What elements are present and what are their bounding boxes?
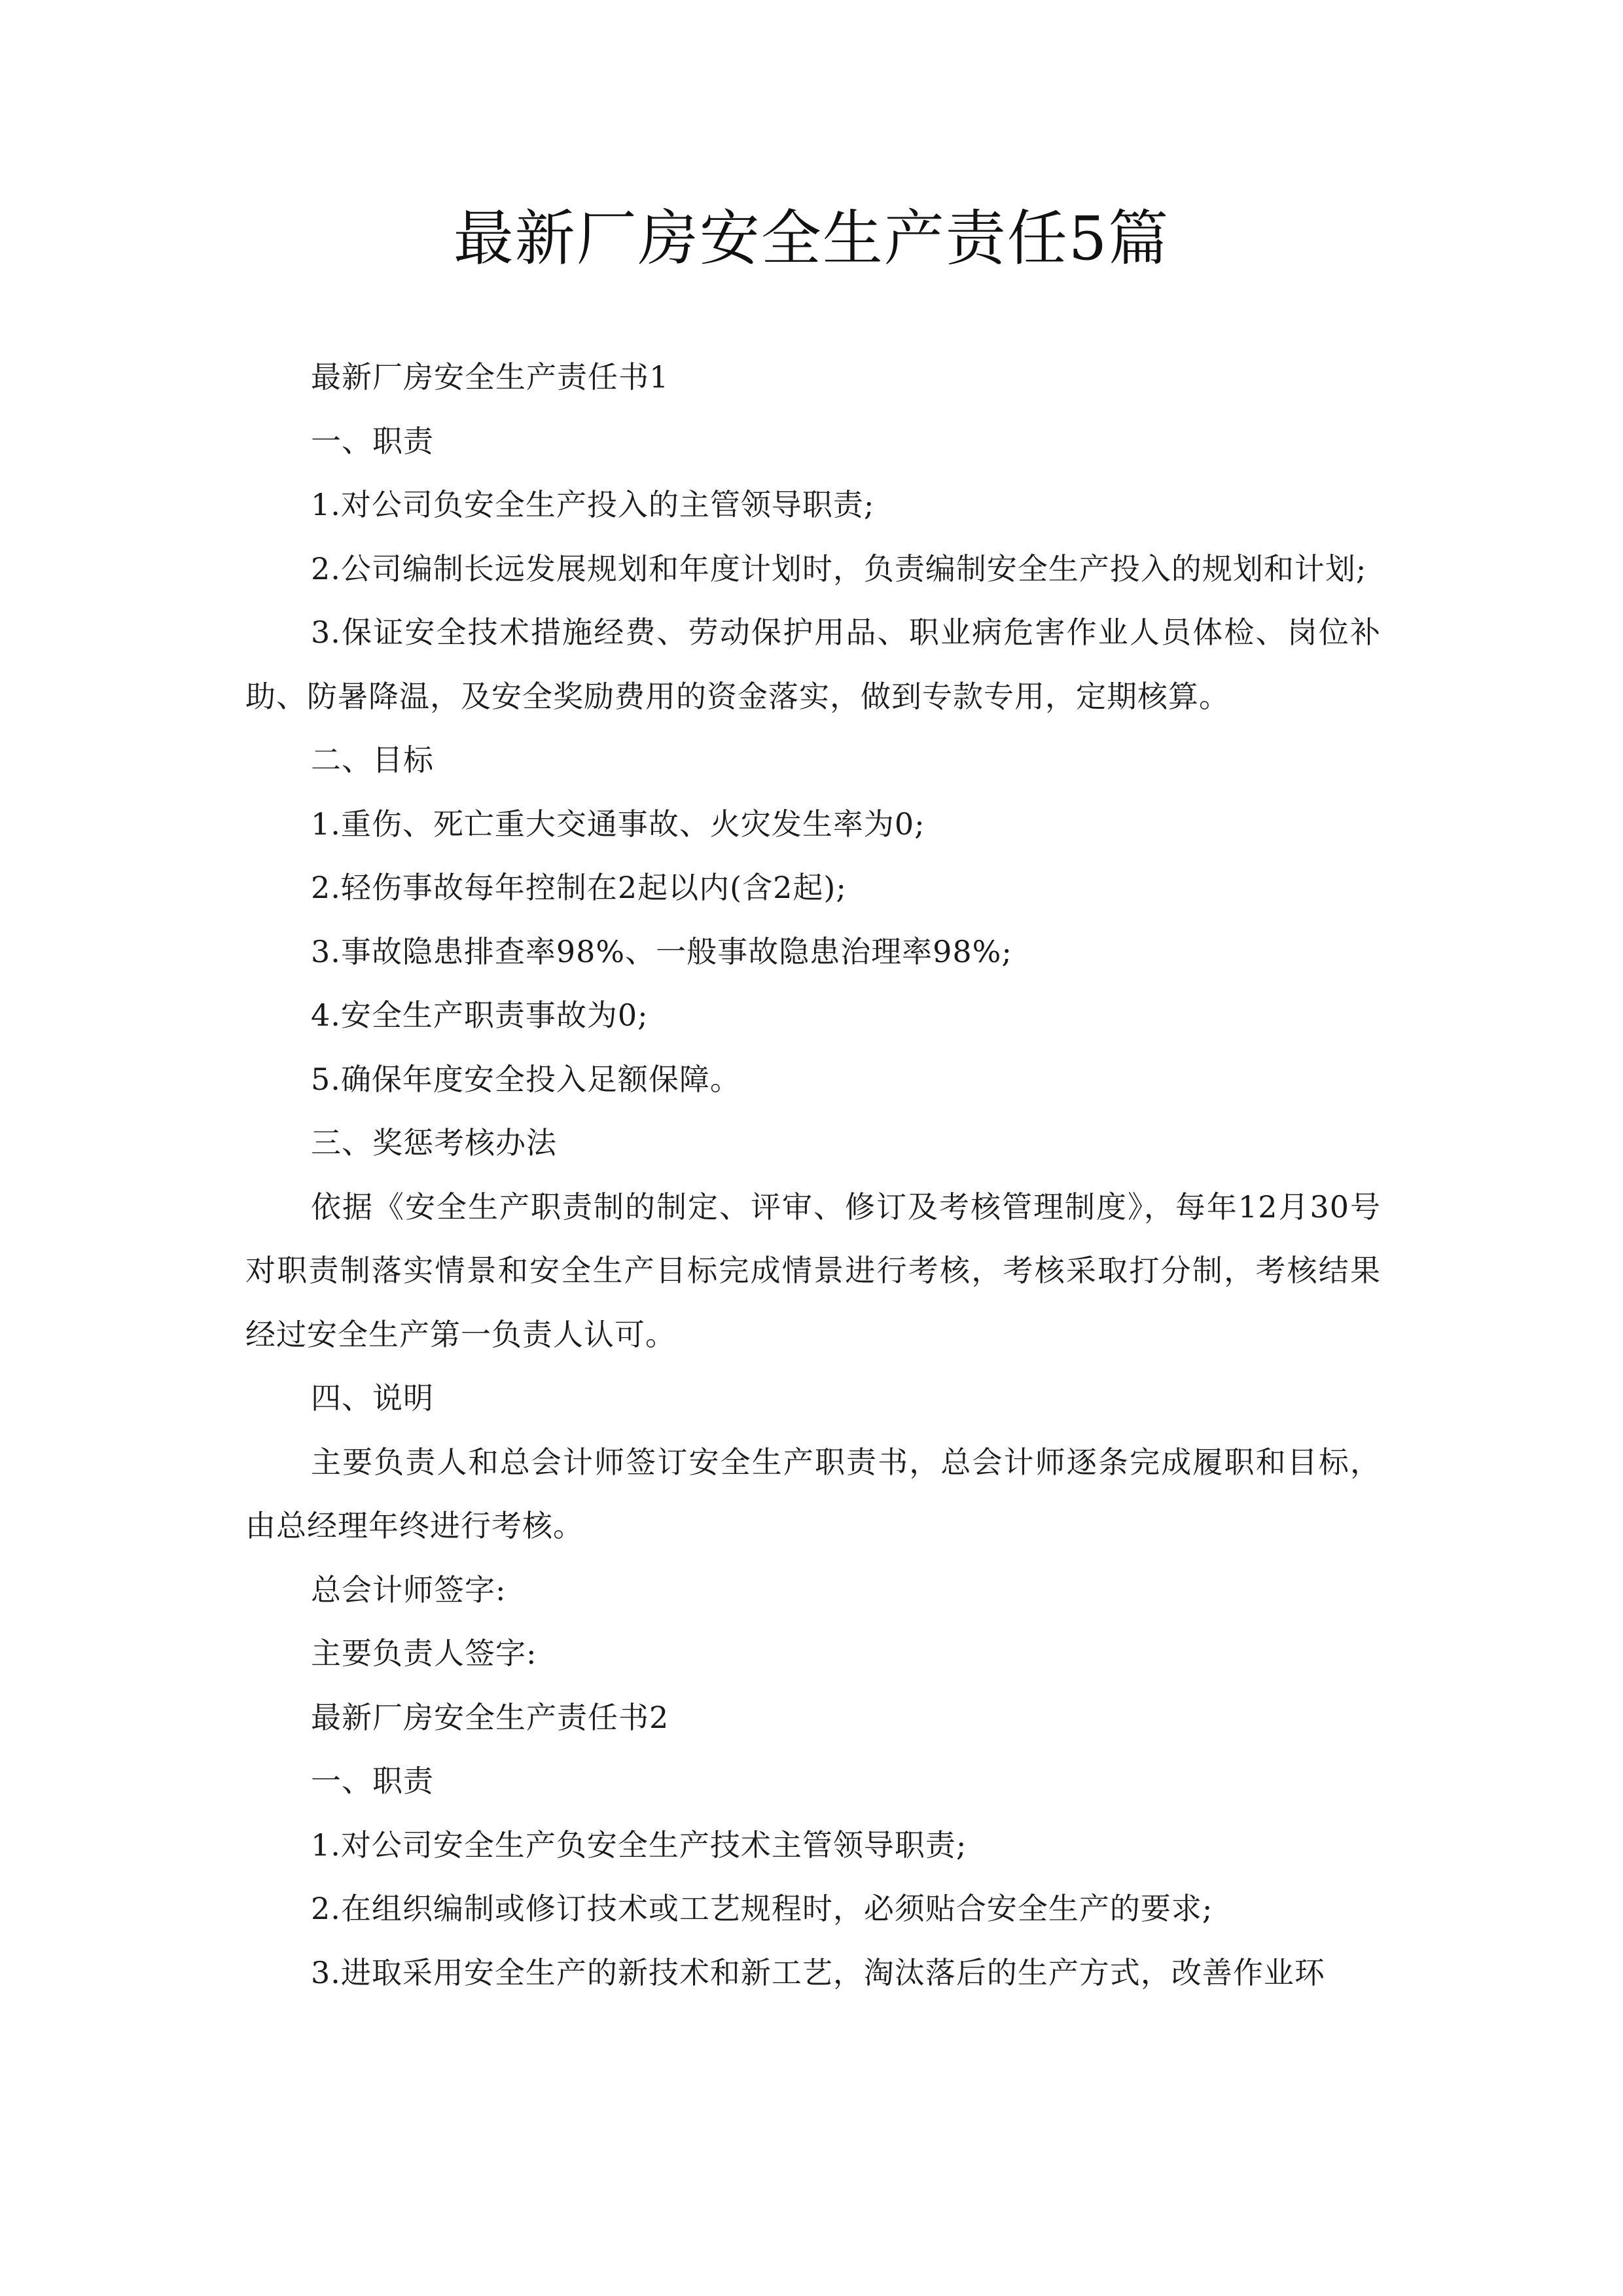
paragraph-goal-5: 5.确保年度安全投入足额保障。 (311, 1061, 741, 1097)
paragraph-goal-4: 4.安全生产职责事故为0; (311, 997, 649, 1033)
paragraph-section-goals: 二、目标 (311, 742, 434, 778)
paragraph-goal-3: 3.事故隐患排查率98%、一般事故隐患治理率98%; (311, 933, 1012, 969)
paragraph-doc2-duty-2: 2.在组织编制或修订技术或工艺规程时，必须贴合安全生产的要求; (311, 1891, 1213, 1926)
paragraph-doc2-heading: 最新厂房安全生产责任书2 (311, 1699, 669, 1735)
paragraph-signature-accountant: 总会计师签字: (311, 1571, 507, 1607)
document-body (245, 346, 1381, 2005)
paragraph-signature-principal: 主要负责人签字: (311, 1636, 537, 1671)
paragraph-section-duties: 一、职责 (311, 423, 434, 459)
paragraph-duty-3: 3.保证安全技术措施经费、劳动保护用品、职业病危害作业人员体检、岗位补助、防暑降温，及安全奖励费用的资金落实，做到专款专用，定期核算。 (245, 615, 1381, 714)
paragraph-section-assessment: 三、奖惩考核办法 (311, 1125, 557, 1160)
paragraph-doc1-heading: 最新厂房安全生产责任书1 (311, 359, 669, 395)
paragraph-duty-1: 1.对公司负安全生产投入的主管领导职责; (311, 487, 875, 522)
paragraph-section-notes: 四、说明 (311, 1380, 434, 1416)
paragraph-goal-2: 2.轻伤事故每年控制在2起以内(含2起); (311, 870, 847, 905)
paragraph-assessment-text: 依据《安全生产职责制的制定、评审、修订及考核管理制度》，每年12月30号对职责制落实情景和安全生产目标完成情景进行考核，考核采取打分制，考核结果经过安全生产第一负责人认可。 (245, 1189, 1381, 1352)
paragraph-goal-1: 1.重伤、死亡重大交通事故、火灾发生率为0; (311, 806, 925, 842)
document-title: 最新厂房安全生产责任5篇 (453, 204, 1170, 274)
paragraph-notes-text: 主要负责人和总会计师签订安全生产职责书，总会计师逐条完成履职和目标，由总经理年终进行考核。 (245, 1444, 1381, 1543)
paragraph-duty-2: 2.公司编制长远发展规划和年度计划时，负责编制安全生产投入的规划和计划; (311, 550, 1367, 586)
paragraph-doc2-duty-3: 3.进取采用安全生产的新技术和新工艺，淘汰落后的生产方式，改善作业环 (311, 1954, 1325, 1990)
paragraph-doc2-section-duties: 一、职责 (311, 1763, 434, 1799)
paragraph-doc2-duty-1: 1.对公司安全生产负安全生产技术主管领导职责; (311, 1827, 967, 1863)
